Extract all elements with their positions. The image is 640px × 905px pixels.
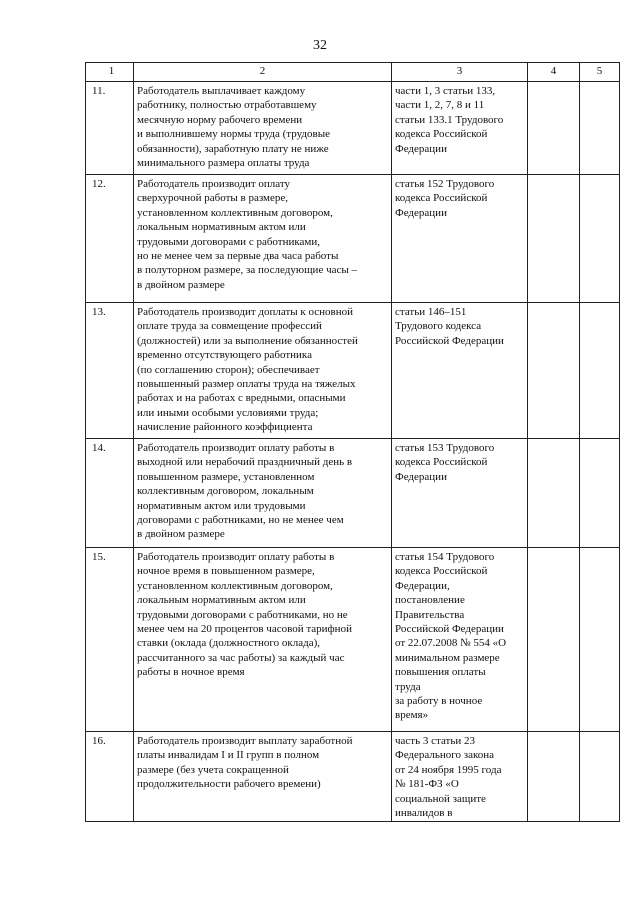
table-row xyxy=(86,548,620,732)
requirement-line: в полуторном размере, за последующие часы – xyxy=(137,264,358,277)
requirement-line: менее чем на 20 процентов часовой тарифной xyxy=(137,623,352,636)
requirement-line: рассчитанного за час работы) за каждый час xyxy=(137,651,345,664)
header-cell-3: 3 xyxy=(392,63,528,82)
reference-line: повышения оплаты xyxy=(395,666,486,679)
reference-line: часть 3 статьи 23 xyxy=(395,735,476,747)
column-4-cell xyxy=(528,303,580,439)
requirement-line: Работодатель производит доплаты к основной xyxy=(137,306,354,318)
column-4-cell xyxy=(528,548,580,732)
legal-reference-cell xyxy=(392,439,528,548)
row-number-cell: 16. xyxy=(86,732,134,822)
legal-reference-cell xyxy=(392,548,528,732)
requirement-cell xyxy=(134,548,392,732)
reference-line: кодекса Российской xyxy=(395,456,488,469)
requirement-line: трудовыми договорами с работниками, но не xyxy=(137,608,348,621)
row-number-cell: 15. xyxy=(86,548,134,732)
requirement-line: (должностей) или за выполнение обязанностей xyxy=(137,334,358,347)
requirement-line: месячную норму рабочего времени xyxy=(137,113,303,126)
reference-line: кодекса Российской xyxy=(395,565,488,578)
reference-line: постановление xyxy=(395,594,465,607)
requirement-cell xyxy=(134,175,392,303)
requirement-line: Работодатель производит выплату заработной xyxy=(137,735,353,747)
reference-line: статьи 133.1 Трудового xyxy=(395,113,504,126)
reference-line: Российской Федерации xyxy=(395,334,504,347)
header-cell-2: 2 xyxy=(134,63,392,82)
reference-line: от 24 ноября 1995 года xyxy=(395,763,502,776)
requirement-line: оплате труда за совмещение профессий xyxy=(137,320,322,333)
reference-line: инвалидов в xyxy=(395,807,453,820)
reference-line: Федерации xyxy=(395,142,447,155)
reference-line: статья 153 Трудового xyxy=(395,442,495,454)
requirement-line: локальным нормативным актом или xyxy=(137,594,306,607)
table-row xyxy=(86,82,620,175)
header-cell-4: 4 xyxy=(528,63,580,82)
requirement-line: (по соглашению сторон); обеспечивает xyxy=(137,363,320,376)
requirement-line: работнику, полностью отработавшему xyxy=(137,99,317,112)
reference-line: Трудового кодекса xyxy=(395,320,482,333)
reference-line: Федерации xyxy=(395,206,447,219)
reference-line: Федерации xyxy=(395,470,447,483)
requirement-line: начисление районного коэффициента xyxy=(137,421,313,434)
requirement-line: Работодатель производит оплату xyxy=(137,178,291,190)
requirement-line: ставки (оклада (должностного оклада), xyxy=(137,637,321,650)
reference-line: социальной защите xyxy=(395,792,486,805)
requirement-line: работы в ночное время xyxy=(137,666,245,679)
legal-reference-cell xyxy=(392,82,528,175)
requirement-line: сверхурочной работы в размере, xyxy=(137,192,289,205)
requirement-line: трудовыми договорами с работниками, xyxy=(137,235,321,248)
reference-line: минимальном размере xyxy=(395,651,500,664)
legal-reference-cell xyxy=(392,303,528,439)
table-row xyxy=(86,303,620,439)
row-number-cell: 13. xyxy=(86,303,134,439)
requirement-line: повышенный размер оплаты труда на тяжелых xyxy=(137,378,356,391)
requirement-line: размере (без учета сокращенной xyxy=(137,763,289,776)
requirement-cell xyxy=(134,303,392,439)
reference-line: части 1, 2, 7, 8 и 11 xyxy=(395,99,485,112)
requirement-line: продолжительности рабочего времени) xyxy=(137,778,321,791)
reference-line: кодекса Российской xyxy=(395,128,488,141)
reference-line: статья 152 Трудового xyxy=(395,178,495,190)
column-5-cell xyxy=(580,732,620,822)
reference-line: статья 154 Трудового xyxy=(395,551,495,563)
reference-line: труда xyxy=(395,680,421,693)
requirement-line: платы инвалидам I и II групп в полном xyxy=(137,749,320,762)
requirement-line: временно отсутствующего работника xyxy=(137,349,312,362)
header-cell-1: 1 xyxy=(86,63,134,82)
requirement-line: договорами с работниками, но не менее чем xyxy=(137,514,344,527)
reference-line: части 1, 3 статьи 133, xyxy=(395,85,496,97)
legal-reference-cell xyxy=(392,175,528,303)
reference-line: Российской Федерации xyxy=(395,623,504,636)
column-5-cell xyxy=(580,439,620,548)
requirement-line: в двойном размере xyxy=(137,278,225,291)
row-number-cell: 11. xyxy=(86,82,134,175)
row-number-cell: 14. xyxy=(86,439,134,548)
requirement-cell xyxy=(134,732,392,822)
reference-line: Федерации, xyxy=(395,579,450,592)
requirement-cell xyxy=(134,439,392,548)
requirement-line: и выполнившему нормы труда (трудовые xyxy=(137,128,330,141)
header-cell-5: 5 xyxy=(580,63,620,82)
column-5-cell xyxy=(580,82,620,175)
requirement-line: обязанности), заработную плату не ниже xyxy=(137,142,329,155)
column-4-cell xyxy=(528,732,580,822)
column-4-cell xyxy=(528,82,580,175)
requirement-line: установленном коллективным договором, xyxy=(137,579,333,592)
table-row xyxy=(86,732,620,822)
reference-line: статьи 146–151 xyxy=(395,306,467,318)
reference-line: № 181-ФЗ «О xyxy=(395,778,459,791)
requirement-line: повышенном размере, установленном xyxy=(137,470,315,483)
column-5-cell xyxy=(580,548,620,732)
requirement-line: работах и на работах с вредными, опасными xyxy=(137,392,346,405)
requirement-cell xyxy=(134,82,392,175)
requirement-line: установленном коллективным договором, xyxy=(137,206,333,219)
reference-line: кодекса Российской xyxy=(395,192,488,205)
requirement-line: выходной или нерабочий праздничный день в xyxy=(137,456,353,469)
requirement-line: Работодатель выплачивает каждому xyxy=(137,85,306,97)
reference-line: за работу в ночное xyxy=(395,695,483,708)
table-header-row xyxy=(86,63,620,82)
column-4-cell xyxy=(528,439,580,548)
requirement-line: но не менее чем за первые два часа работы xyxy=(137,250,339,263)
reference-line: от 22.07.2008 № 554 «О xyxy=(395,637,507,650)
requirement-line: в двойном размере xyxy=(137,528,225,541)
requirement-line: нормативным актом или трудовыми xyxy=(137,499,306,512)
requirement-line: Работодатель производит оплату работы в xyxy=(137,442,335,454)
column-4-cell xyxy=(528,175,580,303)
row-number-cell: 12. xyxy=(86,175,134,303)
requirement-line: коллективным договором, локальным xyxy=(137,485,314,498)
requirement-line: локальным нормативным актом или xyxy=(137,221,306,234)
requirement-line: или иными особыми условиями труда; xyxy=(137,406,319,419)
column-5-cell xyxy=(580,303,620,439)
page-number: 32 xyxy=(313,38,327,53)
requirement-line: ночное время в повышенном размере, xyxy=(137,565,315,578)
table-row xyxy=(86,175,620,303)
requirements-table xyxy=(85,62,620,822)
legal-reference-cell xyxy=(392,732,528,822)
reference-line: Федерального закона xyxy=(395,749,495,762)
requirement-line: минимального размера оплаты труда xyxy=(137,157,310,170)
reference-line: Правительства xyxy=(395,608,465,621)
reference-line: время» xyxy=(395,709,429,722)
column-5-cell xyxy=(580,175,620,303)
requirement-line: Работодатель производит оплату работы в xyxy=(137,551,335,563)
table-row xyxy=(86,439,620,548)
